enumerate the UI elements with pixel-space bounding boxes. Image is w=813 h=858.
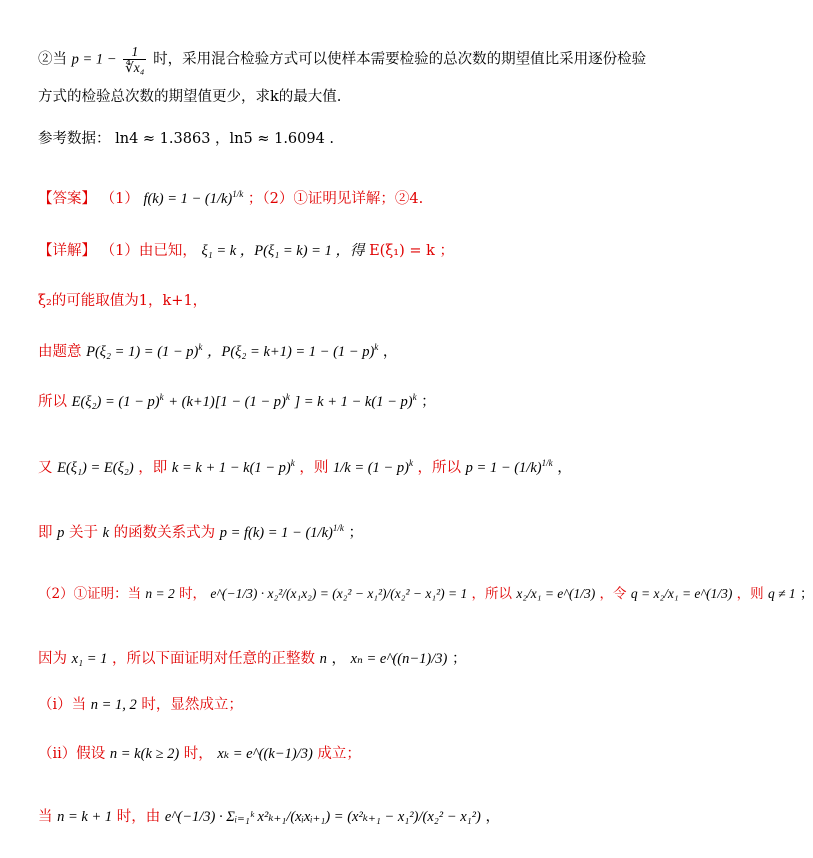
comma: ， [485, 809, 500, 825]
detail-text: （1）由已知， [100, 243, 197, 259]
exp-k: k [408, 458, 413, 468]
x1-eq-1: x₁ = 1 [71, 651, 108, 667]
when-label: 时， [183, 746, 213, 762]
detail-formula-1: ξ₁ = k ，P(ξ₁ = k) = 1 ，得 [201, 243, 365, 259]
therefore-label: ，所以 [417, 459, 462, 476]
detail-tag: 【详解】 [38, 243, 96, 259]
detail-line-4 [38, 386, 622, 413]
exp-k: k [198, 342, 203, 352]
then-label: ，则 [299, 459, 329, 476]
prob-xi2-eq-1: P(ξ₂ = 1) = (1 − p) [86, 343, 199, 360]
holds-label: 成立； [317, 746, 361, 762]
function-relation-label: 的函数关系式为 [113, 524, 216, 541]
q-definition: q = x₂/x₁ = e^(1/3) [630, 586, 733, 601]
xk-formula: xₖ = e^((k−1)/3) [217, 746, 313, 762]
because-label: 因为 [38, 651, 67, 667]
about-label: 关于 [68, 524, 98, 541]
by-problem-label: 由题意 [38, 343, 82, 360]
sum-identity: e^(−1/3) · Σᵢ₌₁ᵏ x²ₖ₊₁/(xᵢxᵢ₊₁) = (x²ₖ₊₁ − x₁²)/(x₂² − x₁²) [164, 809, 481, 825]
reference-data: 参考数据： ln4 ≈ 1.3863 ，ln5 ≈ 1.6094 . [38, 131, 335, 147]
problem-line-1 [38, 44, 647, 75]
expectation-xi2-cont: + (k+1)[1 − (1 − p) [168, 393, 286, 410]
comma: ， [557, 459, 572, 476]
answer-line [38, 183, 622, 210]
var-n: n [319, 651, 327, 667]
ratio-formula: x₂/x₁ = e^(1/3) [516, 586, 596, 601]
prove-below-label: ，所以下面证明对任意的正整数 [111, 651, 315, 667]
var-k: k [102, 524, 110, 541]
expectation-xi2: E(ξ₂) = (1 − p) [71, 393, 160, 410]
expectation-xi2-result: ] = k + 1 − k(1 − p) [294, 393, 413, 410]
detail-line-7 [38, 583, 813, 605]
semicolon: ； [348, 524, 363, 541]
detail-line-9 [38, 694, 622, 716]
var-p: p [57, 524, 65, 541]
exp-1-over-k: 1/k [332, 523, 344, 533]
q-not-1: q ≠ 1 [767, 586, 796, 601]
namely-label: ，即 [138, 459, 168, 476]
when-label: 时， [179, 586, 207, 602]
comma: ， [382, 343, 398, 360]
problem-text-cont: 方式的检验总次数的期望值更少，求k的最大值. [38, 89, 342, 105]
exp-1-over-k: 1/k [541, 458, 553, 468]
n2-identity: e^(−1/3) · x₂²/(x₁x₂) = (x₂² − x₁²)/(x₂² − x₁²) = 1 [210, 586, 468, 601]
detail-line-11 [38, 806, 622, 828]
exp-k: k [290, 458, 295, 468]
obviously-holds: 时，显然成立； [141, 697, 243, 713]
exp-k: k [159, 392, 164, 402]
then-label: ，则 [736, 586, 764, 602]
semicolon: ； [451, 651, 467, 667]
n-eq-1-2: n = 1, 2 [90, 697, 137, 713]
also-label: 又 [38, 459, 53, 476]
from-label: 时，由 [116, 809, 161, 825]
case-ii-label: （ii）假设 [38, 746, 106, 762]
answer-part-1: （1） [100, 190, 139, 207]
answer-formula: f(k) = 1 − (1/k) [143, 190, 233, 207]
problem-line-2 [38, 86, 622, 108]
semicolon: ； [799, 586, 813, 602]
when-label: 当 [38, 809, 53, 825]
proof-label: （2）①证明：当 [38, 586, 142, 602]
detail-line-5 [38, 452, 622, 479]
reciprocal-k: 1/k = (1 − p) [332, 459, 409, 476]
so-label: ，所以 [471, 586, 513, 602]
answer-exponent: 1/k [232, 189, 244, 199]
case-i-label: （i）当 [38, 697, 87, 713]
detail-line-8 [38, 648, 622, 670]
semicolon: ； [421, 393, 436, 410]
problem-text: 时，采用混合检验方式可以使样本需要检验的总次数的期望值比采用逐份检验 [153, 51, 647, 68]
p-formula: p = 1 − (1/k) [465, 459, 542, 476]
condition-formula: p = 1 − [71, 51, 117, 68]
answer-part-2: ；（2）①证明见详解；②4. [247, 190, 424, 207]
detail-text-get: E(ξ₁) = k ； [369, 243, 455, 259]
exp-k: k [412, 392, 417, 402]
n-eq-k: n = k(k ≥ 2) [109, 746, 180, 762]
circled-2-label: ②当 [38, 51, 67, 68]
answer-tag: 【答案】 [38, 190, 96, 207]
n-eq-2: n = 2 [145, 586, 175, 601]
exp-k: k [374, 342, 379, 352]
exp-k: k [285, 392, 290, 402]
let-label: ，令 [599, 586, 627, 602]
prob-xi2-eq-k1: ，P(ξ₂ = k+1) = 1 − (1 − p) [207, 343, 375, 360]
xn-formula: xₙ = e^((n−1)/3) [350, 651, 448, 667]
xi2-values: ξ₂的可能取值为1，k+1， [38, 293, 208, 309]
fraction-denominator: ∜x₄ [125, 60, 145, 75]
so-label: 所以 [38, 393, 67, 410]
p-function-formula: p = f(k) = 1 − (1/k) [219, 524, 333, 541]
ie-label: 即 [38, 524, 53, 541]
detail-line-3 [38, 336, 622, 363]
k-equation: k = k + 1 − k(1 − p) [171, 459, 291, 476]
reference-data-line [38, 128, 622, 150]
n-eq-k-plus-1: n = k + 1 [57, 809, 113, 825]
detail-line-2 [38, 290, 622, 312]
expectation-equal: E(ξ₁) = E(ξ₂) [57, 459, 134, 476]
comma: ， [331, 651, 346, 667]
condition-fraction [123, 44, 146, 75]
detail-line-10 [38, 743, 622, 765]
detail-line-6 [38, 517, 622, 544]
detail-line-1 [38, 240, 622, 262]
fraction-numerator: 1 [123, 44, 146, 60]
